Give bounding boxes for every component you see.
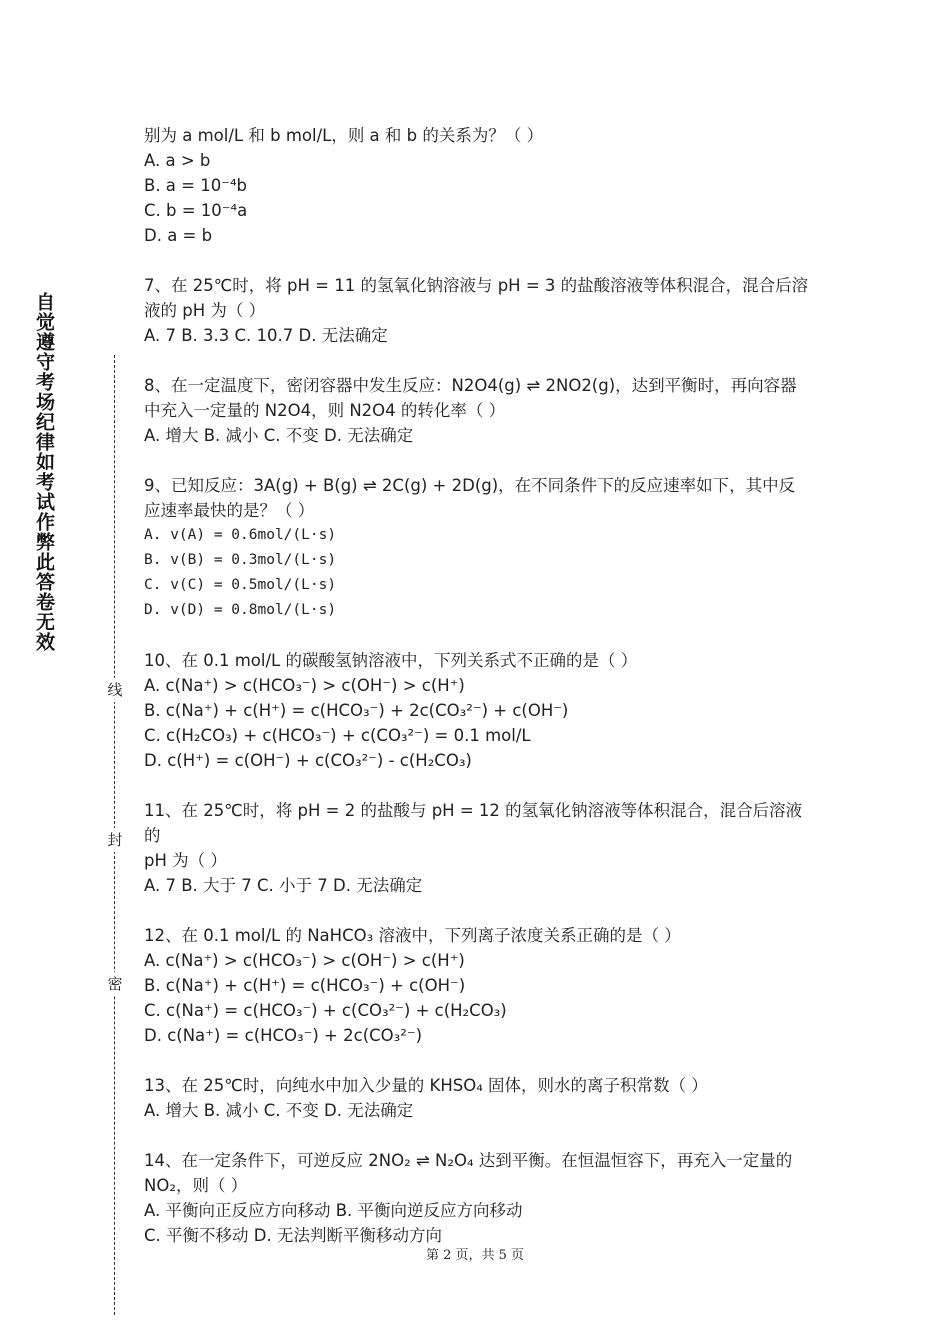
option-b: B. a = 10⁻⁴b: [144, 176, 248, 195]
question-stem: 9、已知反应：3A(g) + B(g) ⇌ 2C(g) + 2D(g)，在不同条件下的反应速率如下，其中反: [144, 476, 796, 495]
question-9: [144, 473, 814, 623]
option-b: B. c(Na⁺) + c(H⁺) = c(HCO₃⁻) + c(OH⁻): [144, 976, 466, 995]
question-stem: 12、在 0.1 mol/L 的 NaHCO₃ 溶液中，下列离子浓度关系正确的是（ ）: [144, 926, 681, 945]
question-stem: 10、在 0.1 mol/L 的碳酸氢钠溶液中，下列关系式不正确的是（ ）: [144, 651, 638, 670]
options-line: A. 增大 B. 减小 C. 不变 D. 无法确定: [144, 426, 414, 445]
question-11: [144, 798, 814, 898]
question-stem: 应速率最快的是？（ ）: [144, 501, 315, 520]
question-10: [144, 648, 814, 773]
option-c: C. c(Na⁺) = c(HCO₃⁻) + c(CO₃²⁻) + c(H₂CO₃): [144, 1001, 507, 1020]
options-line: A. 增大 B. 减小 C. 不变 D. 无法确定: [144, 1101, 414, 1120]
binding-label-secret: 密: [104, 972, 126, 996]
question-stem: 别为 a mol/L 和 b mol/L，则 a 和 b 的关系为？（ ）: [144, 126, 544, 145]
question-12: [144, 923, 814, 1048]
options-line: A. 7 B. 大于 7 C. 小于 7 D. 无法确定: [144, 876, 423, 895]
question-stem: 液的 pH 为（ ）: [144, 301, 266, 320]
question-stem: pH 为（ ）: [144, 851, 227, 870]
option-d: D. c(Na⁺) = c(HCO₃⁻) + 2c(CO₃²⁻): [144, 1026, 423, 1045]
option-c: C. b = 10⁻⁴a: [144, 201, 248, 220]
option-a: A. c(Na⁺) > c(HCO₃⁻) > c(OH⁻) > c(H⁺): [144, 951, 465, 970]
question-stem: 11、在 25℃时，将 pH = 2 的盐酸与 pH = 12 的氢氧化钠溶液等体积混合，混合后溶液的: [144, 801, 803, 845]
option-d: D. v(D) = 0.8mol/(L·s): [144, 602, 337, 618]
question-stem: 中充入一定量的 N2O4，则 N2O4 的转化率（ ）: [144, 401, 506, 420]
binding-label-seal: 封: [104, 828, 126, 852]
option-b: B. c(Na⁺) + c(H⁺) = c(HCO₃⁻) + 2c(CO₃²⁻) + c(OH⁻): [144, 701, 569, 720]
question-stem: NO₂，则（ ）: [144, 1176, 248, 1195]
option-a: A. c(Na⁺) > c(HCO₃⁻) > c(OH⁻) > c(H⁺): [144, 676, 465, 695]
question-list: [144, 123, 814, 1273]
options-line: A. 平衡向正反应方向移动 B. 平衡向逆反应方向移动: [144, 1201, 523, 1220]
question-stem: 13、在 25℃时，向纯水中加入少量的 KHSO₄ 固体，则水的离子积常数（ ）: [144, 1076, 708, 1095]
question-stem: 14、在一定条件下，可逆反应 2NO₂ ⇌ N₂O₄ 达到平衡。在恒温恒容下，再充入一定量的: [144, 1151, 793, 1170]
question-stem: 8、在一定温度下，密闭容器中发生反应：N2O4(g) ⇌ 2NO2(g)，达到平衡时，再向容器: [144, 376, 797, 395]
option-b: B. v(B) = 0.3mol/(L·s): [144, 552, 337, 568]
option-c: C. c(H₂CO₃) + c(HCO₃⁻) + c(CO₃²⁻) = 0.1 mol/L: [144, 726, 531, 745]
question-14: [144, 1148, 814, 1248]
option-c: C. v(C) = 0.5mol/(L·s): [144, 577, 337, 593]
page-number: 第 2 页，共 5 页: [425, 1248, 525, 1263]
exam-discipline-warning: 自觉遵守考场纪律如考试作弊此答卷无效: [33, 292, 55, 652]
option-d: D. a = b: [144, 226, 213, 245]
question-stem: 7、在 25℃时，将 pH = 11 的氢氧化钠溶液与 pH = 3 的盐酸溶液等体积混合，混合后溶: [144, 276, 809, 295]
options-line: C. 平衡不移动 D. 无法判断平衡移动方向: [144, 1226, 442, 1245]
option-a: A. a > b: [144, 151, 211, 170]
option-d: D. c(H⁺) = c(OH⁻) + c(CO₃²⁻) - c(H₂CO₃): [144, 751, 472, 770]
option-a: A. v(A) = 0.6mol/(L·s): [144, 527, 337, 543]
binding-label-line: 线: [104, 678, 126, 702]
question-6-continued: [144, 123, 814, 248]
question-7: [144, 273, 814, 348]
question-13: [144, 1073, 814, 1123]
options-line: A. 7 B. 3.3 C. 10.7 D. 无法确定: [144, 326, 388, 345]
question-8: [144, 373, 814, 448]
